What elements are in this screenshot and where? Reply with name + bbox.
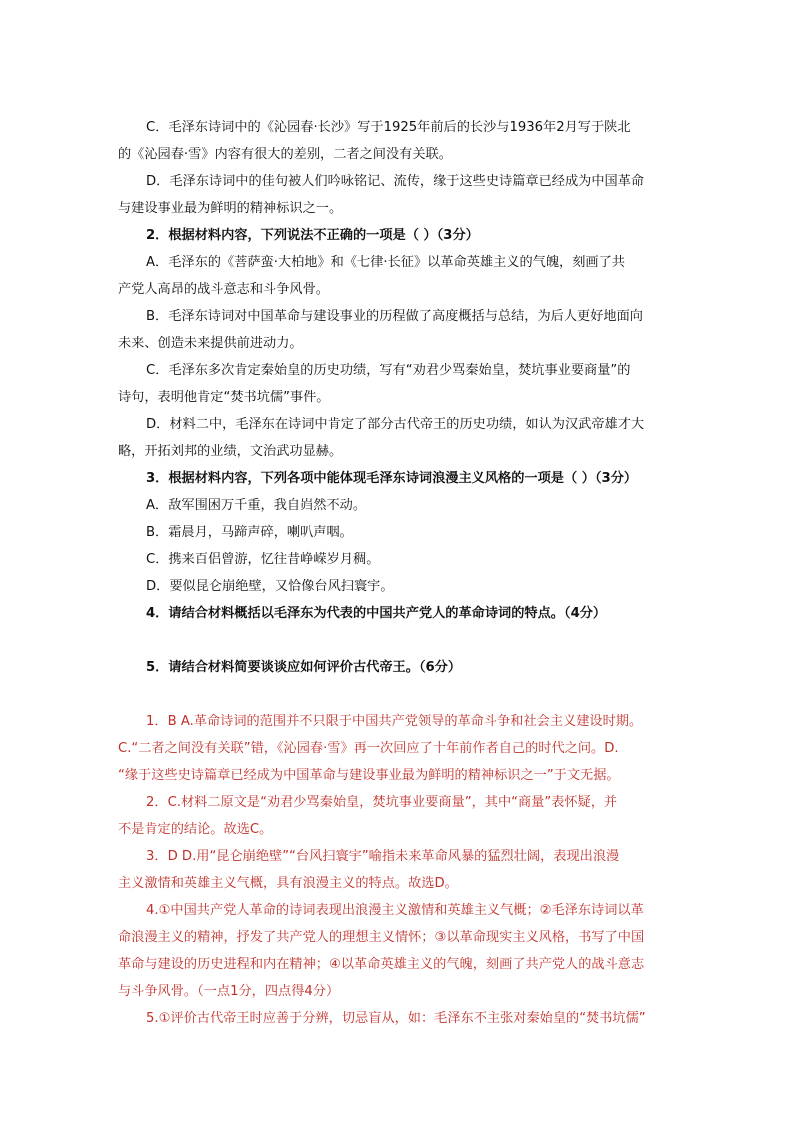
answer-4-cont: 命浪漫主义的精神，抒发了共产党人的理想主义情怀；③以革命现实主义风格，书写了中国 (118, 930, 645, 945)
answer-key (118, 708, 698, 1032)
spacer (118, 627, 698, 654)
question-3 (118, 465, 698, 600)
answer-2: 2．C.材料二原文是“劝君少骂秦始皇，焚坑事业要商量”，其中“商量”表怀疑，并 (146, 795, 618, 810)
answer-3-cont: 主义激情和英雄主义气概，具有浪漫主义的特点。故选D。 (118, 876, 458, 891)
q2-option-c: C．毛泽东多次肯定秦始皇的历史功绩，写有“劝君少骂秦始皇，焚坑事业要商量”的 (146, 363, 631, 378)
question-2 (118, 222, 698, 465)
q2-option-a: A．毛泽东的《菩萨蛮·大柏地》和《七律·长征》以革命英雄主义的气魄，刻画了共 (146, 255, 625, 270)
answer-5: 5.①评价古代帝王时应善于分辨，切忌盲从，如：毛泽东不主张对秦始皇的“焚书坑儒” (146, 1011, 646, 1026)
q1-options (118, 114, 698, 222)
answer-1: 1．B A.革命诗词的范围并不只限于中国共产党领导的革命斗争和社会主义建设时期。 (146, 714, 643, 729)
q4-stem: 4．请结合材料概括以毛泽东为代表的中国共产党人的革命诗词的特点。（4分） (146, 606, 607, 621)
q2-option-a-cont: 产党人高昂的战斗意志和斗争风骨。 (118, 282, 329, 297)
q2-option-b: B．毛泽东诗词对中国革命与建设事业的历程做了高度概括与总结，为后人更好地面向 (146, 309, 643, 324)
answer-2-cont: 不是肯定的结论。故选C。 (118, 822, 273, 837)
answer-3: 3．D D.用“昆仑崩绝壁”“台风扫寰宇”喻指未来革命风暴的猛烈壮阔，表现出浪漫 (146, 849, 620, 864)
q1-option-c: C．毛泽东诗词中的《沁园春·长沙》写于1925年前后的长沙与1936年2月写于陕北 (146, 120, 631, 135)
q1-option-c-cont: 的《沁园春·雪》内容有很大的差别，二者之间没有关联。 (118, 147, 452, 162)
q5-stem: 5．请结合材料简要谈谈应如何评价古代帝王。（6分） (146, 660, 462, 675)
q3-option-a: A．敌军围困万千重，我自岿然不动。 (146, 498, 367, 513)
q2-option-c-cont: 诗句，表明他肯定“焚书坑儒”事件。 (118, 390, 330, 405)
q3-stem: 3．根据材料内容，下列各项中能体现毛泽东诗词浪漫主义风格的一项是（ ）（3分） (146, 471, 638, 486)
spacer (118, 681, 698, 708)
q2-stem: 2．根据材料内容，下列说法不正确的一项是（ ）（3分） (146, 228, 479, 243)
answer-4-cont: 革命与建设的历史进程和内在精神；④以革命英雄主义的气魄，刻画了共产党人的战斗意志 (118, 957, 645, 972)
answer-1-cont: “缘于这些史诗篇章已经成为中国革命与建设事业最为鲜明的精神标识之一”于文无据。 (118, 768, 620, 783)
q2-option-b-cont: 未来、创造未来提供前进动力。 (118, 336, 303, 351)
q3-option-c: C．携来百侣曾游，忆往昔峥嵘岁月稠。 (146, 552, 380, 567)
question-5 (118, 654, 698, 681)
answer-4: 4.①中国共产党人革命的诗词表现出浪漫主义激情和英雄主义气概；②毛泽东诗词以革 (146, 903, 644, 918)
question-4 (118, 600, 698, 627)
q2-option-d-cont: 略，开拓刘邦的业绩，文治武功显赫。 (118, 444, 343, 459)
answer-1-cont: C.“二者之间没有关联”错，《沁园春·雪》再一次回应了十年前作者自己的时代之问。D. (118, 741, 619, 756)
q2-option-d: D．材料二中，毛泽东在诗词中肯定了部分古代帝王的历史功绩，如认为汉武帝雄才大 (146, 417, 645, 432)
answer-4-cont: 与斗争风骨。（一点1分，四点得4分） (118, 984, 340, 999)
q1-option-d-cont: 与建设事业最为鲜明的精神标识之一。 (118, 201, 343, 216)
q3-option-b: B．霜晨月，马蹄声碎，喇叭声咽。 (146, 525, 353, 540)
q1-option-d: D．毛泽东诗词中的佳句被人们吟咏铭记、流传，缘于这些史诗篇章已经成为中国革命 (146, 174, 645, 189)
q3-option-d: D．要似昆仑崩绝壁，又恰像台风扫寰宇。 (146, 579, 394, 594)
